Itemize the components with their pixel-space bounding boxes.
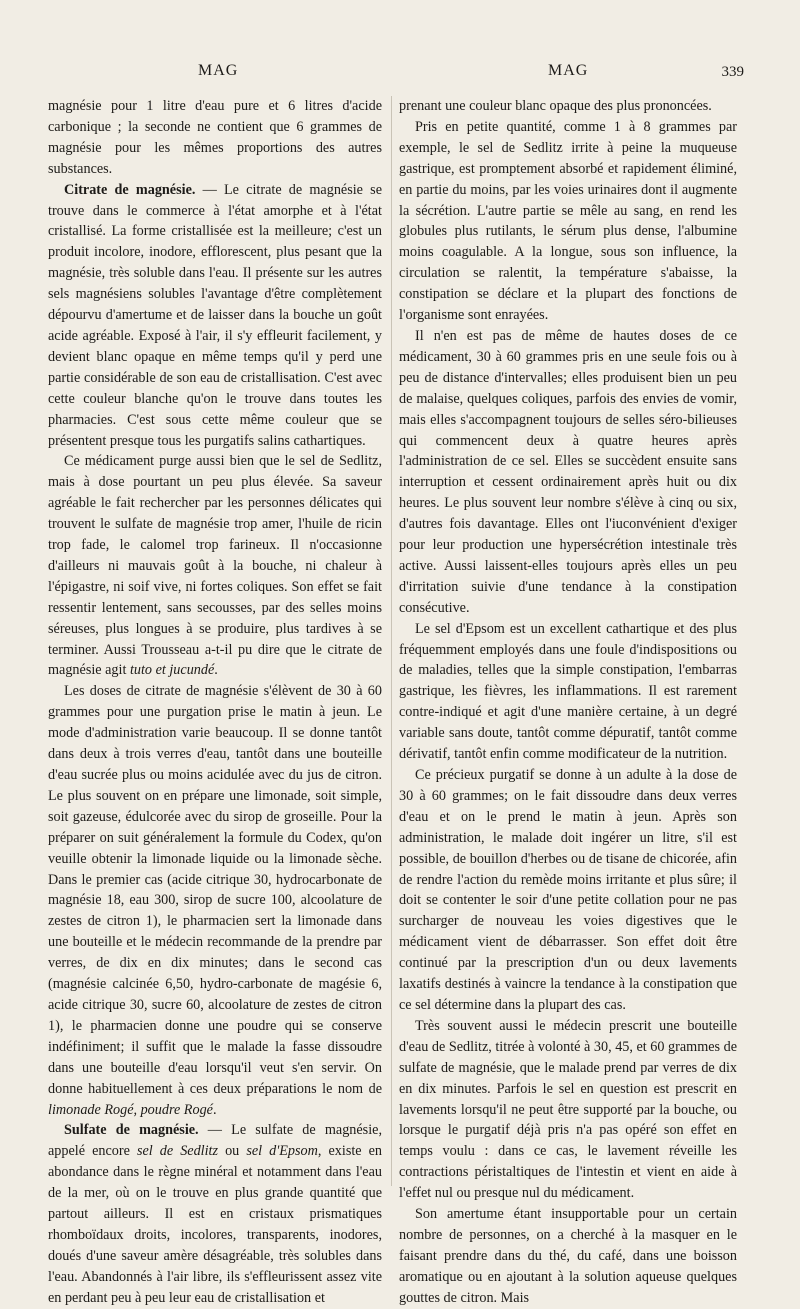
paragraph: Le sel d'Epsom est un excellent cathartique et des plus fréquemment employés dans une foule d'indispositions ou de maladies, telles que la simple constipation, l'embarras gastrique, les fièvres, les inflammations. Il est rarement contre-indiqué et agit d'une manière certaine, à un degré variable sans doute, tantôt comme dépuratif, tantôt comme dérivatif, tantôt enfin comme modificateur de la nutrition. [399,620,737,763]
paragraph: Les doses de citrate de magnésie s'élèvent de 30 à 60 grammes pour une purgation prise le matin à jeun. Le mode d'administration varie beaucoup. Il se donne tantôt dans deux à trois verres d'eau, tantôt dans une bouteille d'eau sucrée plus ou moins acidulée avec du jus de citron. Le plus souvent on en prépare une limonade, soit simple, soit gazeuse, édulcorée avec du sirop de groseille. Pour la préparer on suit généralement la formule du Codex, qu'on veuille obtenir la limonade liquide ou la limonade sèche. Dans le premier cas (acide citrique 30, hydrocarbonate de magnésie 18, eau 300, sirop de sucre 100, alcoolature de zestes de citron 1), le pharmacien sert la limonade dans une bouteille et le médecin recommande de la prendre par verres, de dix en dix minutes; dans le second cas (magnésie calcinée 6,50, hydro-carbonate de magésie 6, acide citrique 30, sucre 60, alcoolature de zestes de citron 1), le pharmacien donne une poudre qui se conserve indéfiniment; il suffit que le malade la fasse dissoudre dans une bouteille d'eau lorsqu'il veut s'en servir. On donne habituellement à ces deux préparations le nom de limonade Rogé, poudre Rogé. [48,683,382,1118]
italic-phrase: tuto et jucundé [129,662,215,679]
right-column [399,96,737,1309]
paragraph: Ce précieux purgatif se donne à un adulte à la dose de 30 à 60 grammes; on le fait dissoudre dans deux verres d'eau et on le prend le matin à jeun. Après son administration, le malade doit ingérer un litre, s'il est possible, de bouillon d'herbes ou de tisane de chicorée, afin de rendre l'action du remède moins irritante et plus sûre; il doit se contenter le soir d'une petite collation pour ne pas surcharger de nouveau les voies digestives que le médicament vient de débarrasser. Son effet doit être continué par la prescription d'un ou deux lavements laxatifs destinés à vaincre la tendance à la constipation que ce sel détermine dans la plupart des cas. [399,767,737,1013]
paragraph: magnésie pour 1 litre d'eau pure et 6 litres d'acide carbonique ; la seconde ne contient que 6 grammes de magnésie pour les mêmes proportions des autres substances. [48,98,382,177]
section-title: Citrate de magnésie. [64,181,196,198]
paragraph: Son amertume étant insupportable pour un certain nombre de personnes, on a cherché à la masquer en le faisant prendre dans du thé, du café, dans une boisson aromatique ou en ajoutant à la solution aqueuse quelques gouttes de citron. Mais [399,1206,737,1306]
paragraph-sulfate: Sulfate de magnésie. — Le sulfate de magnésie, appelé encore sel de Sedlitz ou sel d'Epsom, existe en abondance dans le règne minéral et notamment dans l'eau de la mer, où on le trouve en plus grande quantité que partout ailleurs. Il est en cristaux prismatiques rhomboïdaux droits, incolores, transparents, inodores, doués d'une saveur amère désagréable, très solubles dans l'eau. Abandonnés à l'air libre, ils s'effleurissent assez vite en perdant peu à peu leur eau de cristallisation et [48,1122,383,1306]
section-title: Sulfate de magnésie. [64,1122,199,1139]
paragraph: Très souvent aussi le médecin prescrit une bouteille d'eau de Sedlitz, titrée à volonté à 30, 45, et 60 grammes de sulfate de magnésie, que le malade prend par verres de dix en dix minutes. Parfois le sel en question est prescrit en lavements lorsqu'il ne peut être supporté par la bouche, ou lorsque le purgatif déjà pris n'a pas opéré son effet en temps voulu : dans ce cas, le lavement réveille les contractions péristaltiques de l'intestin et vient en aide à l'effet nul ou presque nul du médicament. [399,1017,737,1202]
paragraph-citrate: Citrate de magnésie. — Le citrate de magnésie se trouve dans le commerce à l'état amorphe et à l'état cristallisé. La forme cristallisée est la meilleure; c'est un produit incolore, inodore, efflorescent, plus pesant que la magnésie, très soluble dans l'eau. Il présente sur les autres sels magnésiens solubles l'avantage d'être complètement dépourvu d'amertume et de laisser dans la bouche un goût acide agréable. Exposé à l'air, il s'y effleurit facilement, y devient blanc opaque en même temps qu'il y perd une partie considérable de son eau de cristallisation. C'est avec cette couleur blanche qu'on le trouve dans toutes les pharmacies. C'est sous cette même couleur que se présentent presque tous les purgatifs salins cathartiques. [48,181,382,449]
left-column [48,96,382,1309]
paragraph: prenant une couleur blanc opaque des plus prononcées. [399,98,712,114]
italic-phrase: limonade Rogé, poudre Rogé [48,1101,213,1118]
paragraph: Pris en petite quantité, comme 1 à 8 grammes par exemple, le sel de Sedlitz irrite à peine la muqueuse gastrique, est promptement absorbé et rapidement éliminé, en partie du moins, par les voies urinaires dont il augmente la sécrétion. L'autre partie se mêle au sang, en rend les globules plus rutilants, le sérum plus dense, l'albumine moins coagulable. A la longue, sous son influence, la circulation se ralentit, la température s'abaisse, la constipation se déclare et la plupart des fonctions de l'organisme sont enrayées. [399,118,737,324]
paragraph: Il n'en est pas de même de hautes doses de ce médicament, 30 à 60 grammes pris en une seule fois ou à peu de distance d'intervalles; elles produisent bien un peu de malaise, quelques coliques, parfois des envies de vomir, mais elles s'accompagnent toujours de selles séro-bilieuses qui commencent deux à quatre heures après l'administration de ce sel. Elles se succèdent ensuite sans interruption et cessent ordinairement après huit ou dix heures. Le plus souvent leur nombre s'élève à cinq ou six, d'autres fois davantage. Elles ont l'iuconvénient d'exiger pour leur production une hypersécrétion intestinale très active. Aussi laissent-elles toujours après elles un peu d'irritation suivie d'une tendance à la constipation consécutive. [399,327,737,616]
page-number: 339 [721,64,744,80]
running-head-right: MAG [548,62,589,79]
running-head-left: MAG [198,62,239,79]
column-divider [391,96,392,1186]
paragraph: Ce médicament purge aussi bien que le sel de Sedlitz, mais à dose pourtant un peu plus élevée. Sa saveur agréable le fait rechercher par les personnes délicates qui trouvent le sulfate de magnésie trop amer, l'huile de ricin trop fade, le calomel trop farineux. Il n'occasionne d'ailleurs ni mauvais goût à la bouche, ni chaleur à l'épigastre, ni soif vive, ni fortes coliques. Son effet se fait ressentir lentement, sans secousses, par des selles moins séreuses, plus longues à se produire, plus tardives à se terminer. Aussi Trousseau a-t-il pu dire que le citrate de magnésie agit tuto et jucundé. [48,453,382,679]
